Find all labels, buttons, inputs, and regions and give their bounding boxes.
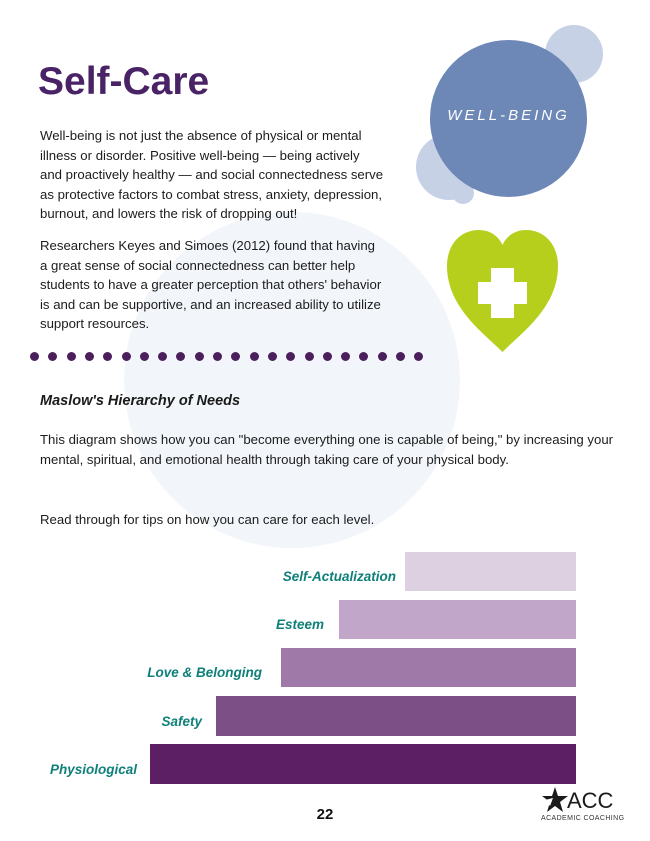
divider-dot <box>30 352 39 361</box>
divider-dot <box>231 352 240 361</box>
divider-dot <box>250 352 259 361</box>
diagram-instruction: Read through for tips on how you can care for each level. <box>40 512 375 527</box>
divider-dot <box>176 352 185 361</box>
hierarchy-level-label: Physiological <box>49 762 137 777</box>
divider-dot <box>396 352 405 361</box>
divider-dot <box>286 352 295 361</box>
well-being-badge-label: WELL-BEING <box>447 107 570 124</box>
research-paragraph: Researchers Keyes and Simoes (2012) found that having a great sense of social connectedness can better help students to have a greater perception that others' behavior is and can be supportive, and an increased ability to utilize support resources. <box>40 238 382 331</box>
divider-dot <box>158 352 167 361</box>
hierarchy-bar <box>405 552 576 591</box>
page-title: Self-Care <box>38 60 210 103</box>
hierarchy-bar <box>281 648 576 687</box>
divider-dot <box>341 352 350 361</box>
divider-dot <box>268 352 277 361</box>
divider-dot <box>85 352 94 361</box>
hierarchy-level-label: Self-Actualization <box>282 569 396 584</box>
divider-dot <box>213 352 222 361</box>
divider-dot <box>195 352 204 361</box>
divider-dot <box>103 352 112 361</box>
hierarchy-level-label: Safety <box>161 714 202 729</box>
hierarchy-level-label: Love & Belonging <box>147 665 262 680</box>
divider-dot <box>359 352 368 361</box>
divider-dot <box>140 352 149 361</box>
section-heading: Maslow's Hierarchy of Needs <box>40 393 241 409</box>
hierarchy-level-label: Esteem <box>275 617 324 632</box>
divider-dot <box>305 352 314 361</box>
divider-dot <box>48 352 57 361</box>
heart-plus-icon <box>445 228 560 353</box>
divider-dot <box>323 352 332 361</box>
divider-dot <box>67 352 76 361</box>
dotted-divider <box>30 352 430 364</box>
page-number: 22 <box>316 806 334 823</box>
hierarchy-bar <box>339 600 576 639</box>
hierarchy-bar <box>150 744 576 784</box>
hierarchy-bar <box>216 696 576 736</box>
logo-name: ACC <box>567 788 614 813</box>
divider-dot <box>414 352 423 361</box>
divider-dot <box>122 352 131 361</box>
diagram-description: This diagram shows how you can "become everything one is capable of being," by increasing your mental, spiritual, and emotional health through taking care of your physical body. <box>40 432 614 467</box>
divider-dot <box>378 352 387 361</box>
intro-paragraph: Well-being is not just the absence of physical or mental illness or disorder. Positive well-being — being actively and proactively healthy — and social connectedness serve as protective factors to combat stress, anxiety, depression, burnout, and lowers the risk of dropping out! <box>40 128 384 221</box>
well-being-badge <box>430 40 587 197</box>
logo-subtitle: ACADEMIC COACHING <box>541 815 625 822</box>
acc-logo <box>540 786 635 828</box>
star-runner-icon <box>540 786 570 814</box>
